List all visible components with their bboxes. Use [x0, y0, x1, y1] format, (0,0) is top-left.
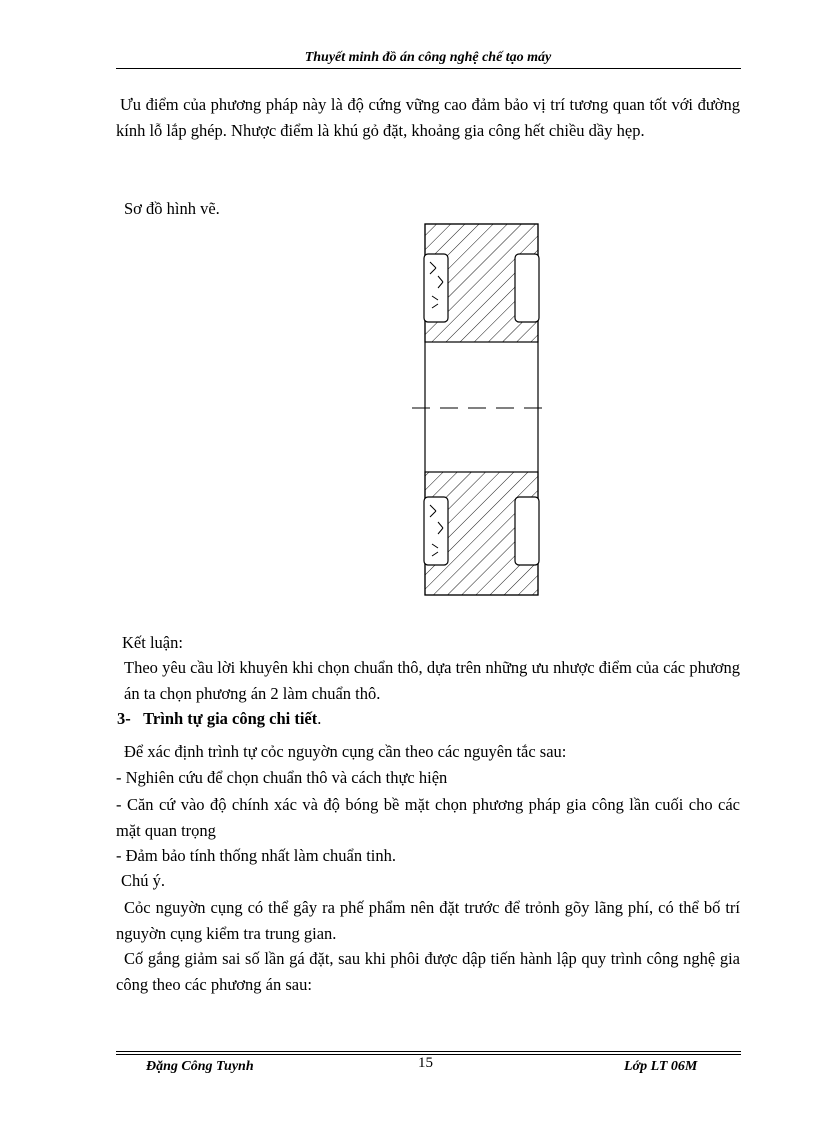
upper-left-recess — [424, 254, 448, 322]
intro-paragraph: Ưu điểm của phương pháp này là độ cứng vững cao đảm bảo vị trí tương quan tốt với đường kính lỗ lắp ghép. Nhược điểm là khú gỏ đặt, khoảng gia công hết chiều dầy hẹp. — [116, 95, 740, 140]
list-item: - Nghiên cứu để chọn chuẩn thô và cách thực hiện — [116, 768, 448, 787]
note-paragraph-2: Cố gắng giảm sai số lần gá đặt, sau khi phôi được dập tiến hành lập quy trình công nghệ gia công theo các phương án sau: — [116, 949, 740, 994]
page-header-title: Thuyết minh đồ án công nghệ chế tạo máy — [304, 50, 552, 65]
section-3-number: 3- — [117, 709, 131, 728]
footer-class: Lớp LT 06M — [624, 1059, 698, 1074]
footer-author: Đặng Công Tuynh — [146, 1059, 254, 1074]
section-3-heading — [117, 709, 321, 729]
note-paragraph-1: Cỏc nguyờn cụng có thể gây ra phế phẩm nên đặt trước để trỏnh gõy lãng phí, có thể bố trí nguyờn cụng kiểm tra trung gian. — [116, 898, 740, 943]
section-3-title: Trình tự gia công chi tiết — [143, 709, 318, 728]
workpiece-sketch — [410, 222, 550, 598]
conclusion-text: Theo yêu cầu lời khuyên khi chọn chuẩn thô, dựa trên những ưu nhược điểm của các phương án ta chọn phương án 2 làm chuẩn thô. — [124, 658, 740, 703]
lower-left-recess — [424, 497, 448, 565]
list-item: - Căn cứ vào độ chính xác và độ bóng bề mặt chọn phương pháp gia công lần cuối cho các mặt quan trọng — [116, 795, 740, 840]
upper-right-recess — [515, 254, 539, 322]
conclusion-label: Kết luận: — [122, 633, 183, 652]
footer-rule — [116, 1051, 741, 1052]
page-number: 15 — [418, 1055, 433, 1071]
header-rule — [116, 68, 741, 69]
section-3-intro: Để xác định trình tự cỏc nguyờn cụng cần theo các nguyên tắc sau: — [124, 742, 567, 761]
figure-caption: Sơ đồ hình vẽ. — [124, 199, 220, 218]
note-label: Chú ý. — [121, 871, 166, 890]
section-3-title-end: . — [317, 709, 322, 728]
list-item: - Đảm bảo tính thống nhất làm chuẩn tinh. — [116, 846, 396, 865]
lower-right-recess — [515, 497, 539, 565]
